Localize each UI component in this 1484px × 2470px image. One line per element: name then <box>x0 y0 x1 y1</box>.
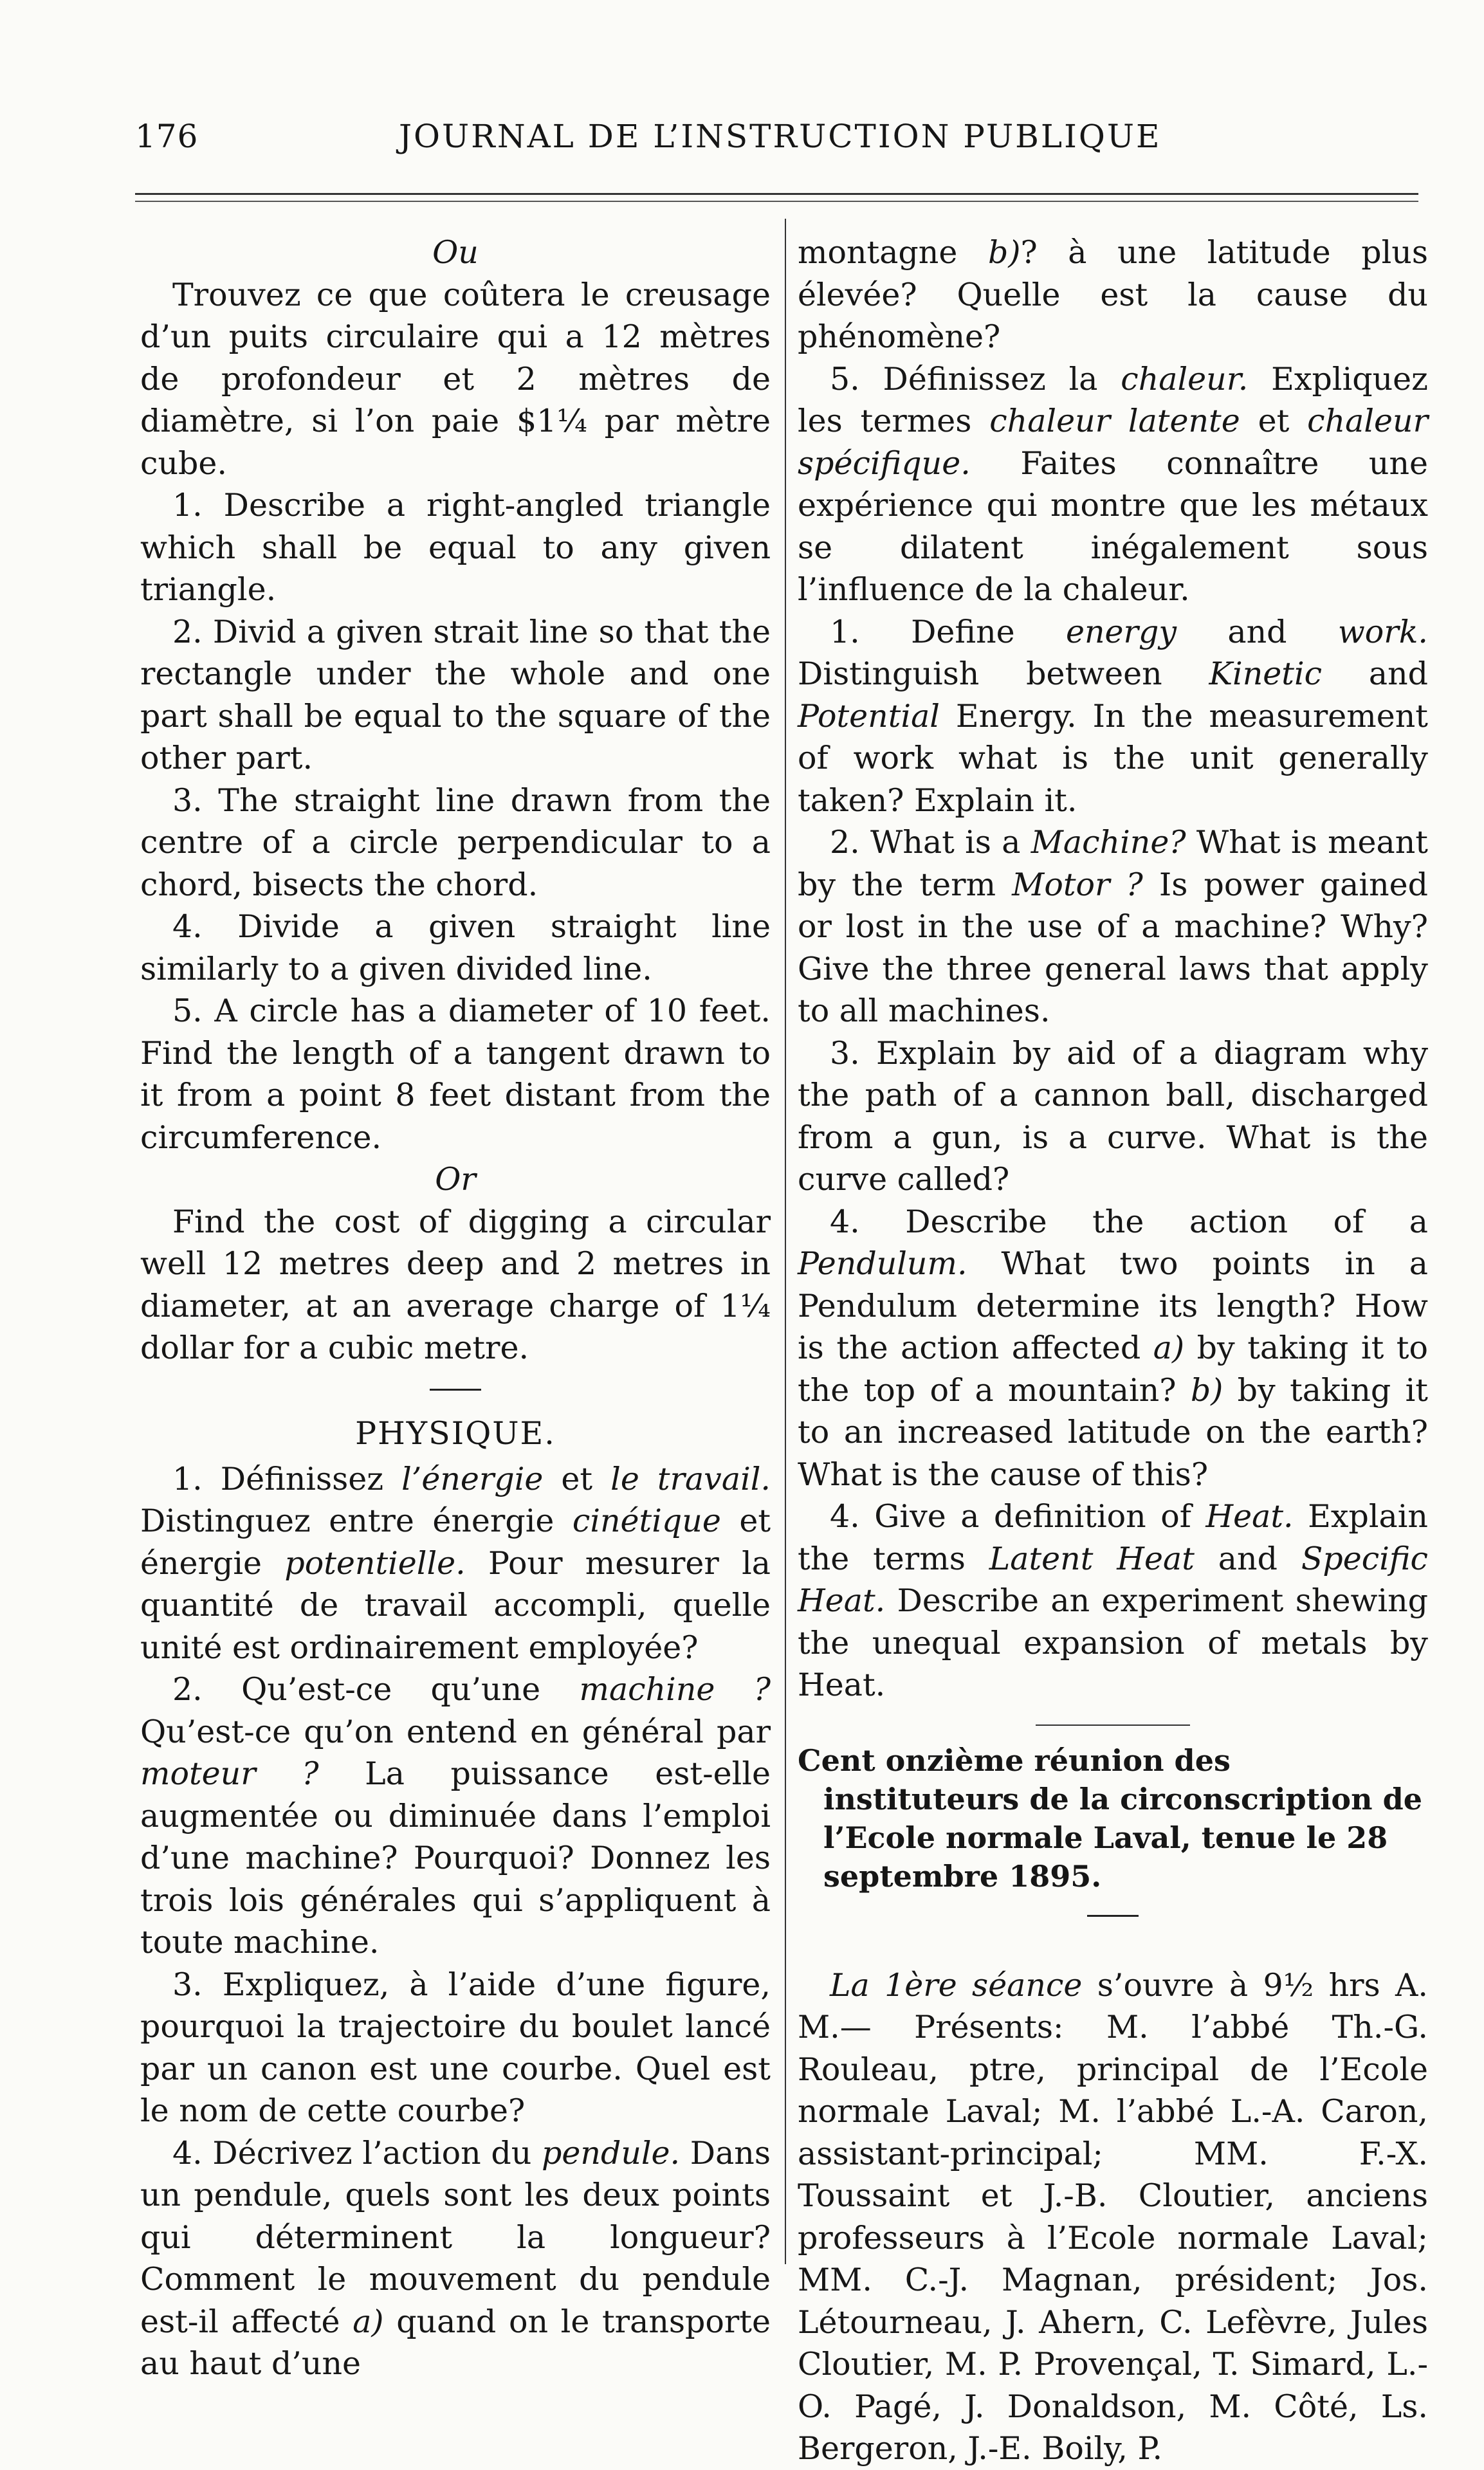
physics-question-2: 2. What is a Machine? What is meant by the term Motor ? Is power gained or lost in the use of a machine? Why? Give the three general laws that apply to all machines. <box>798 824 1429 1029</box>
running-title: JOURNAL DE L’INSTRUCTION PUBLIQUE <box>399 118 1162 155</box>
physique-question-2: 2. Qu’est-ce qu’une machine ? Qu’est-ce qu’on entend en général par moteur ? La puissance est-elle augmentée ou diminuée dans l’emploi d’une machine? Pourquoi? Donnez les trois lois générales qui s’appliquent à toute machine. <box>140 1671 771 1961</box>
header-rule-secondary <box>135 201 1418 202</box>
column-divider <box>785 219 786 2264</box>
physique-question-5: 5. Définissez la chaleur. Expliquez les termes chaleur latente et chaleur spécifique. Faites connaître une expérience qui montre que les métaux se dilatent inégalement sous l’influence de la chaleur. <box>798 360 1428 608</box>
physique-question-3: 3. Expliquez, à l’aide d’une figure, pourquoi la trajectoire du boulet lancé par un canon est une courbe. Quel est le nom de cette courbe? <box>140 1966 771 2129</box>
question-5: 5. A circle has a diameter of 10 feet. Find the length of a tangent drawn to it from a point 8 feet distant from the circumference. <box>140 993 771 1156</box>
ou-label: Ou <box>432 234 479 271</box>
physics-question-1: 1. Define energy and work. Distinguish between Kinetic and Potential Energy. In the measurement of work what is the unit generally taken? Explain it. <box>798 613 1428 819</box>
physique-question-1: 1. Définissez l’énergie et le travail. Distinguez entre énergie cinétique et énergie potentielle. Pour mesurer la quantité de travail accompli, quelle unité est ordinairement employée? <box>140 1460 771 1666</box>
page-number: 176 <box>135 118 199 155</box>
physics-question-3: 3. Explain by aid of a diagram why the path of a cannon ball, discharged from a gun, is a curve. What is the curve called? <box>798 1034 1428 1198</box>
physique-question-4-continued: montagne b)? à une latitude plus élevée? Quelle est la cause du phénomène? <box>798 234 1428 355</box>
header-rule <box>135 193 1418 195</box>
paragraph-puits: Trouvez ce que coûtera le creusage d’un puits circulaire qui a 12 mètres de profondeur et 2 mètres de diamètre, si l’on paie $1¼ par mètre cube. <box>140 276 771 482</box>
left-column <box>140 232 771 2385</box>
article-divider <box>1036 1724 1190 1726</box>
meeting-title: Cent onzième réunion des instituteurs de la circonscription de l’Ecole normale Laval, tenue le 28 septembre 1895. <box>798 1743 1423 1894</box>
question-3: 3. The straight line drawn from the centre of a circle perpendicular to a chord, bisects the chord. <box>140 782 771 903</box>
right-column <box>798 232 1428 2470</box>
meeting-paragraph: La 1ère séance s’ouvre à 9½ hrs A. M.— Présents: M. l’abbé Th.-G. Rouleau, ptre, principal de l’Ecole normale Laval; M. l’abbé L.-A. Caron, assistant-principal; MM. F.-X. Toussaint et J.-B. Cloutier, anciens professeurs à l’Ecole normale Laval; MM. C.-J. Magnan, président; Jos. Létourneau, J. Ahern, C. Lefèvre, Jules Cloutier, M. P. Provençal, T. Simard, L.-O. Pagé, J. Donaldson, M. Côté, Ls. Bergeron, J.-E. Boily, P. <box>798 1966 1429 2467</box>
meeting-title-rule <box>1087 1915 1139 1917</box>
paragraph-well: Find the cost of digging a circular well 12 metres deep and 2 metres in diameter, at an average charge of 1¼ dollar for a cubic metre. <box>140 1203 771 1366</box>
physique-question-4: 4. Décrivez l’action du pendule. Dans un pendule, quels sont les deux points qui déterminent la longueur? Comment le mouvement du pendule est-il affecté a) quand on le transporte au haut d’une <box>140 2134 771 2382</box>
or-label: Or <box>435 1161 476 1198</box>
physics-question-5: 4. Give a definition of Heat. Explain the terms Latent Heat and Specific Heat. Describe an experiment shewing the unequal expansion of metals by Heat. <box>798 1498 1428 1703</box>
question-2: 2. Divid a given strait line so that the rectangle under the whole and one part shall be equal to the square of the other part. <box>140 613 771 776</box>
spacer <box>798 1939 1428 1964</box>
question-4: 4. Divide a given straight line similarly to a given divided line. <box>140 908 771 987</box>
section-title-physique: PHYSIQUE. <box>355 1414 556 1452</box>
page-header <box>0 118 1484 169</box>
question-1: 1. Describe a right-angled triangle which shall be equal to any given triangle. <box>140 487 771 608</box>
physics-question-4: 4. Describe the action of a Pendulum. What two points in a Pendulum determine its length? How is the action affected a) by taking it to the top of a mountain? b) by taking it to an increased latitude on the earth? What is the cause of this? <box>798 1203 1428 1493</box>
section-divider <box>430 1389 481 1391</box>
